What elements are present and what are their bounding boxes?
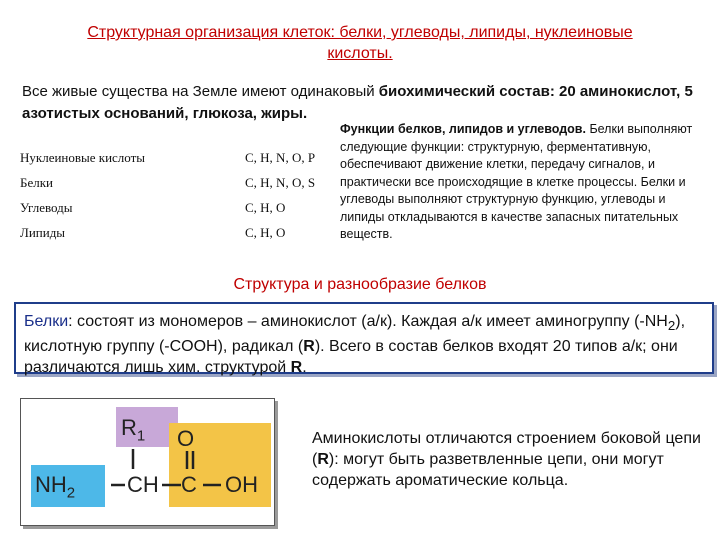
element-list: C, H, N, O, P <box>245 149 316 165</box>
substance-name: Углеводы <box>20 199 73 215</box>
side-chain-text: Аминокислоты отличаются строением боковой цепи ( <box>312 430 701 468</box>
radical-label <box>121 415 145 449</box>
alpha-carbon-label: CH <box>127 472 159 497</box>
definition-text: . <box>302 359 307 377</box>
substance-name: Нуклеиновые кислоты <box>20 149 146 165</box>
table-row <box>20 220 335 245</box>
intro-bold: биохимический состав: 20 аминокислот, 5 азотистых оснований, глюкоза, жиры. <box>22 83 693 122</box>
functions-paragraph <box>340 121 708 244</box>
table-row <box>20 170 335 195</box>
amino-index: 2 <box>66 484 76 502</box>
side-chain-paragraph <box>312 428 712 491</box>
radical-letter: R <box>303 338 315 356</box>
radical-symbol: R <box>121 415 137 440</box>
hydroxyl-label: OH <box>225 472 258 497</box>
radical-letter: R <box>317 451 329 468</box>
substance-name: Белки <box>20 174 53 190</box>
table-row <box>20 195 335 220</box>
page-title: Структурная организация клеток: белки, углеводы, липиды, нуклеиновые кислоты. <box>87 24 633 62</box>
amino-symbol: NH <box>35 472 67 497</box>
side-chain-text: ): могут быть разветвленные цепи, они могут содержать ароматические кольца. <box>312 451 664 489</box>
oxygen-label: O <box>177 426 195 451</box>
subscript: 2 <box>667 318 676 334</box>
protein-definition-box <box>14 302 714 377</box>
radical-index: 1 <box>136 427 146 445</box>
element-list: C, H, O <box>245 199 286 215</box>
intro-paragraph <box>22 81 702 125</box>
amino-acid-formula <box>20 398 275 526</box>
functions-heading: Функции белков, липидов и углеводов. <box>340 122 586 136</box>
table-row <box>20 145 335 170</box>
definition-text: ), кислотную группу (-COOH), радикал ( <box>24 313 686 356</box>
amino-group-label <box>35 472 75 506</box>
section-subtitle: Структура и разнообразие белков <box>233 276 487 293</box>
radical-letter: R <box>290 359 303 377</box>
bond-lines <box>21 399 276 527</box>
functions-text: Белки выполняют следующие функции: структурную, ферментативную, обеспечивают движение клетки, передачу сигналов, и практически все происходящие в клетке процессы. Белки и углеводы выполняют структурную функцию, углеводы и липиды откладываются в качестве запасных питательных веществ. <box>340 122 693 241</box>
intro-text: Все живые существа на Земле имеют одинаковый <box>22 83 379 100</box>
composition-table <box>20 145 335 245</box>
carbon-label: C <box>181 472 197 497</box>
definition-text: ). Всего в состав белков входят 20 типов а/к; они различаются лишь хим. структурой <box>24 338 678 377</box>
protein-term: Белки <box>24 313 69 330</box>
element-list: C, H, O <box>245 224 286 240</box>
definition-text: : состоят из мономеров – аминокислот (а/к). Каждая а/к имеет аминогруппу (-NH <box>68 313 668 330</box>
element-list: C, H, N, O, S <box>245 174 316 190</box>
substance-name: Липиды <box>20 224 66 240</box>
